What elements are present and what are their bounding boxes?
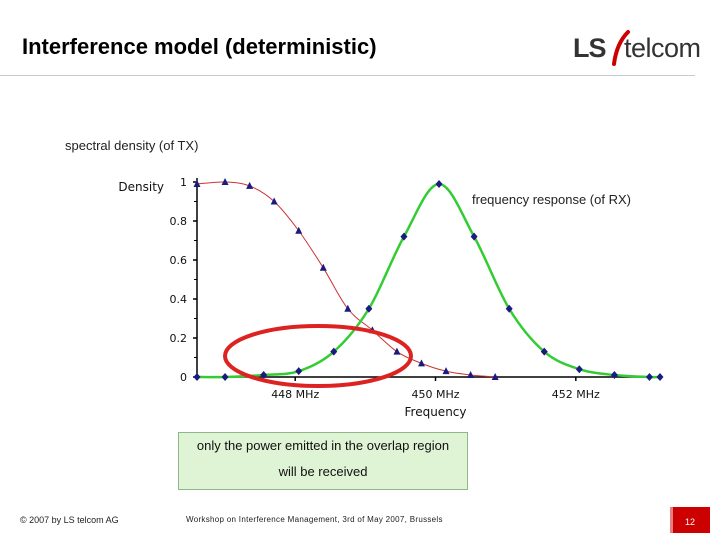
- x-tick-label: 448 MHz: [271, 388, 320, 401]
- tx-spectral-density-label: spectral density (of TX): [65, 138, 199, 153]
- rx-data-point: [611, 371, 618, 379]
- rx-series-line: [197, 184, 660, 377]
- y-tick-label: 0.2: [169, 332, 187, 345]
- chart-axes: [118, 176, 660, 419]
- x-tick-label: 452 MHz: [551, 388, 600, 401]
- logo-ls-text: LS: [573, 33, 606, 63]
- y-tick-label: 0: [180, 371, 187, 384]
- tx-series-line: [197, 182, 495, 377]
- x-tick-label: 450 MHz: [411, 388, 460, 401]
- tx-data-point: [393, 348, 400, 355]
- page-title: Interference model (deterministic): [22, 34, 377, 59]
- footer-workshop-info: Workshop on Interference Management, 3rd of May 2007, Brussels: [186, 515, 443, 524]
- logo-telcom-text: telcom: [624, 33, 701, 63]
- rx-data-point: [295, 367, 302, 375]
- page-badge-accent: [670, 507, 673, 533]
- rx-data-point: [222, 373, 229, 381]
- overlap-note-line-2: will be received: [278, 464, 368, 479]
- x-axis-title: Frequency: [404, 405, 467, 419]
- y-tick-label: 0.4: [169, 293, 187, 306]
- rx-data-point: [436, 180, 443, 188]
- rx-data-point: [576, 365, 583, 373]
- rx-data-point: [194, 373, 201, 381]
- rx-data-point: [646, 373, 653, 381]
- rx-data-point: [657, 373, 664, 381]
- y-tick-label: 0.8: [169, 215, 187, 228]
- y-axis-title: Density: [118, 180, 164, 194]
- y-tick-label: 0.6: [169, 254, 187, 267]
- y-tick-label: 1: [180, 176, 187, 189]
- tx-data-point: [271, 198, 278, 205]
- chart-curves: [194, 178, 664, 381]
- overlap-note-line-1: only the power emitted in the overlap region: [196, 438, 450, 453]
- rx-frequency-response-label: frequency response (of RX): [472, 192, 631, 207]
- footer-copyright: © 2007 by LS telcom AG: [20, 515, 119, 525]
- page-number-badge: [670, 507, 710, 533]
- page-number: 12: [684, 517, 695, 527]
- overlap-note-box: [178, 432, 468, 490]
